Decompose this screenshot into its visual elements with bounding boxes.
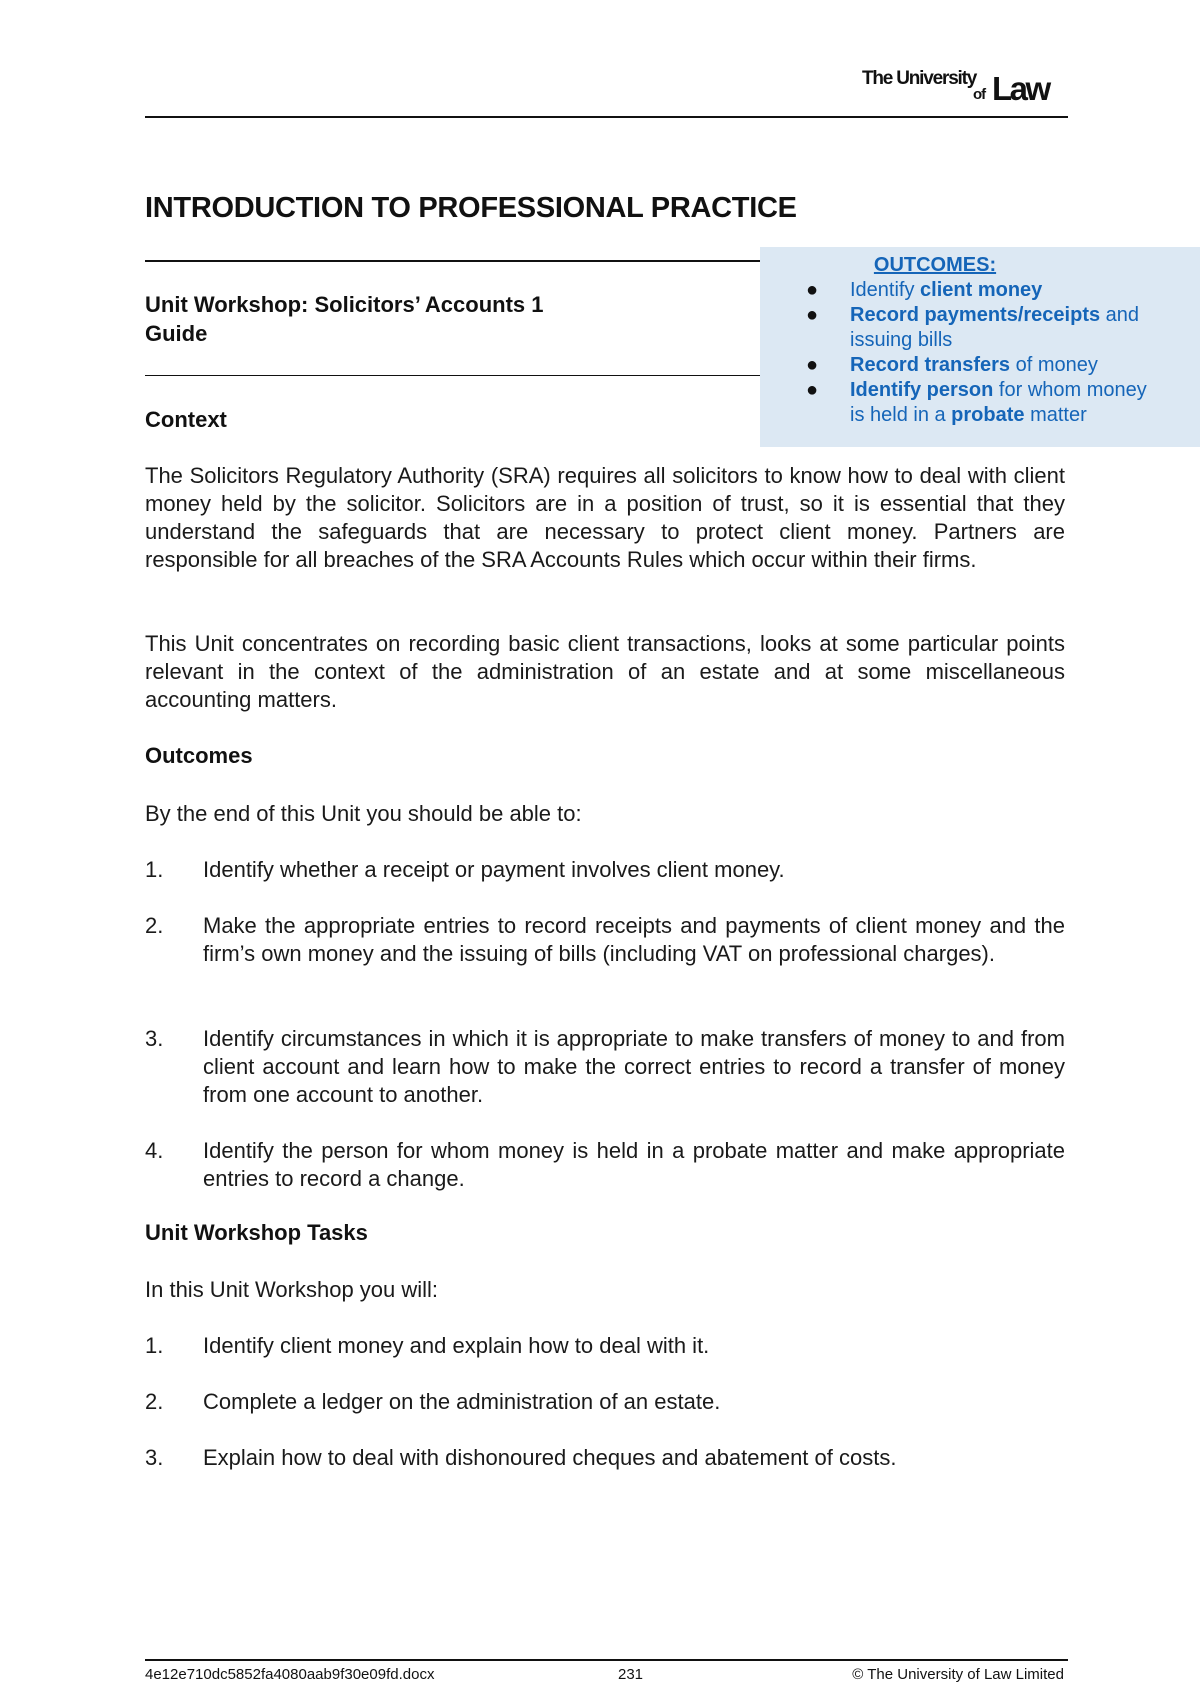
tasks-heading: Unit Workshop Tasks bbox=[145, 1220, 368, 1245]
item-text: Identify the person for whom money is held in a probate matter and make appropriate entries to record a change. bbox=[203, 1138, 1065, 1191]
item-number: 2. bbox=[145, 1389, 164, 1414]
callout-bold-text: Record payments/receipts bbox=[850, 304, 1101, 326]
task-item bbox=[145, 1388, 1065, 1416]
title-rule bbox=[145, 260, 765, 262]
logo-line-2: of bbox=[973, 86, 986, 103]
bullet-icon: ● bbox=[806, 304, 819, 326]
task-item bbox=[145, 1444, 1065, 1472]
item-number: 1. bbox=[145, 1333, 164, 1358]
bullet-icon: ● bbox=[806, 379, 819, 401]
bullet-icon: ● bbox=[806, 354, 819, 376]
outcomes-intro: By the end of this Unit you should be able to: bbox=[145, 801, 582, 826]
item-text: Identify client money and explain how to deal with it. bbox=[203, 1333, 710, 1358]
task-item bbox=[145, 1332, 1065, 1360]
outcomes-heading: Outcomes bbox=[145, 743, 253, 768]
logo-line-3: Law bbox=[992, 70, 1049, 107]
callout-text: and issuing bills bbox=[850, 304, 1140, 351]
callout-text: matter bbox=[1024, 404, 1087, 426]
footer-filename: 4e12e710dc5852fa4080aab9f30e09fd.docx bbox=[145, 1666, 435, 1683]
item-number: 3. bbox=[145, 1026, 164, 1051]
tasks-intro: In this Unit Workshop you will: bbox=[145, 1277, 439, 1302]
outcome-item bbox=[145, 1137, 1065, 1193]
context-paragraph-2: This Unit concentrates on recording basic client transactions, looks at some particular points relevant in the context of the administration of an estate and at some miscellaneous accounting matters. bbox=[145, 631, 1065, 712]
logo-line-1: The University bbox=[862, 68, 977, 89]
footer-page-number: 231 bbox=[618, 1666, 644, 1683]
outcomes-callout-item bbox=[800, 303, 1160, 353]
footer-rule bbox=[145, 1659, 1068, 1661]
callout-bold-text: Record transfers bbox=[850, 354, 1011, 376]
unit-subtitle bbox=[145, 290, 615, 348]
outcome-item bbox=[145, 856, 1065, 884]
subtitle-line-1: Unit Workshop: Solicitors’ Accounts 1 bbox=[145, 292, 544, 317]
callout-bold-text: client money bbox=[920, 279, 1043, 301]
callout-text: of money bbox=[1010, 354, 1098, 376]
bullet-icon: ● bbox=[806, 279, 819, 301]
context-heading: Context bbox=[145, 407, 227, 432]
item-number: 1. bbox=[145, 857, 164, 882]
context-paragraph-1: The Solicitors Regulatory Authority (SRA) requires all solicitors to know how to deal with client money held by the solicitor. Solicitors are in a position of trust, so it is essential that they understand the safeguards that are necessary to protect client money. Partners are responsible for all breaches of the SRA Accounts Rules which occur within their firms. bbox=[145, 463, 1065, 572]
footer-copyright: © The University of Law Limited bbox=[852, 1666, 1064, 1683]
callout-bold-text: Identify person bbox=[850, 379, 994, 401]
outcomes-callout-item bbox=[800, 278, 1160, 303]
outcome-item bbox=[145, 912, 1065, 968]
item-text: Identify circumstances in which it is appropriate to make transfers of money to and from client account and learn how to make the correct entries to record a transfer of money from one account to another. bbox=[203, 1026, 1065, 1107]
item-text: Explain how to deal with dishonoured cheques and abatement of costs. bbox=[203, 1445, 897, 1470]
item-number: 4. bbox=[145, 1138, 164, 1163]
item-text: Make the appropriate entries to record receipts and payments of client money and the firm’s own money and the issuing of bills (including VAT on professional charges). bbox=[203, 913, 1065, 966]
outcomes-callout-box bbox=[760, 247, 1200, 447]
outcome-item bbox=[145, 1025, 1065, 1109]
item-number: 2. bbox=[145, 913, 164, 938]
callout-text: for whom money is held in a bbox=[850, 379, 1147, 426]
item-text: Identify whether a receipt or payment involves client money. bbox=[203, 857, 785, 882]
callout-text: Identify bbox=[850, 279, 921, 301]
university-of-law-logo bbox=[862, 66, 1070, 106]
callout-bold-text: probate bbox=[951, 404, 1025, 426]
outcomes-callout-item bbox=[800, 378, 1160, 428]
page-title: INTRODUCTION TO PROFESSIONAL PRACTICE bbox=[145, 192, 797, 224]
subtitle-line-2: Guide bbox=[145, 321, 208, 346]
item-text: Complete a ledger on the administration of an estate. bbox=[203, 1389, 721, 1414]
header-rule bbox=[145, 116, 1068, 118]
outcomes-callout-list bbox=[800, 278, 1160, 428]
subtitle-rule bbox=[145, 375, 765, 376]
outcomes-callout-heading: OUTCOMES: bbox=[873, 254, 997, 276]
item-number: 3. bbox=[145, 1445, 164, 1470]
outcomes-callout-item bbox=[800, 353, 1160, 378]
